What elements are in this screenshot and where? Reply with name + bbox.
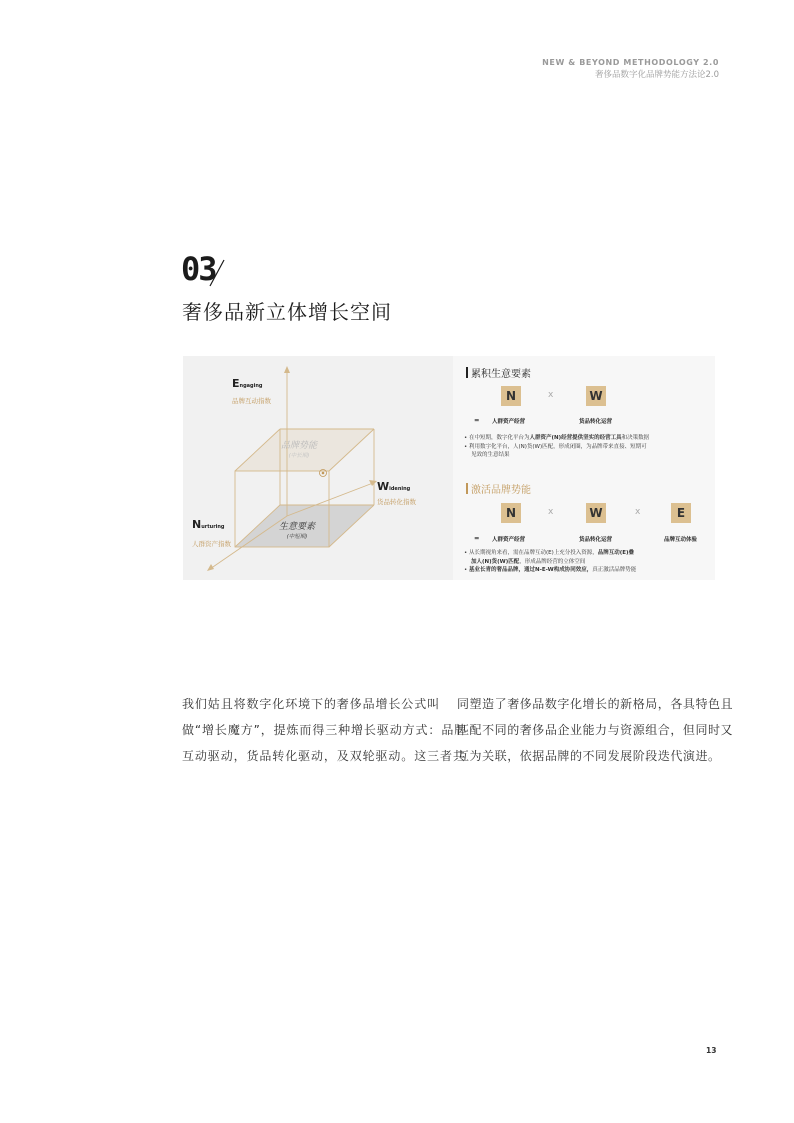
equals-sign: = xyxy=(474,534,480,542)
tile-n: N xyxy=(501,386,521,406)
tile-w: W xyxy=(586,503,606,523)
body-line: 互动驱动，货品转化驱动，及双轮驱动。这三者共 xyxy=(182,749,466,763)
section-title: 奢侈品新立体增长空间 xyxy=(182,300,392,324)
body-column-right xyxy=(457,691,734,769)
slash-decoration-icon xyxy=(208,258,226,288)
caption-nurturing: 人群资产经营 xyxy=(492,419,526,425)
business-elements-label: 生意要素 (中短期) xyxy=(279,522,316,540)
times-sign: x xyxy=(635,507,641,517)
formula-panel xyxy=(453,356,715,580)
body-column-left xyxy=(182,691,468,769)
caption-nurturing: 人群资产经营 xyxy=(492,537,526,543)
equals-sign: = xyxy=(474,416,480,424)
tile-e: E xyxy=(671,503,691,523)
nurturing-axis-title: Nurturing xyxy=(192,518,225,531)
caption-widening: 货品转化运营 xyxy=(579,537,613,543)
page-number: 13 xyxy=(706,1046,717,1055)
body-line: 做“增长魔方”，提炼而得三种增长驱动方式：品牌 xyxy=(182,723,468,737)
times-sign: x xyxy=(548,507,554,517)
times-sign: x xyxy=(548,390,554,400)
widening-axis-title: Widening xyxy=(377,480,411,493)
body-line: 我们姑且将数字化环境下的奢侈品增长公式叫 xyxy=(182,697,441,711)
bullet-item: • 在中短期，数字化平台为人群资产(N)经营提供坚实的经营工具和决策数据 xyxy=(464,435,650,441)
growth-cube-figure xyxy=(183,356,715,580)
bullet-item: • 基业长青的奢品品牌，通过N-E-W构成协同效应，真正激活品牌势能 xyxy=(464,567,637,573)
tile-w: W xyxy=(586,386,606,406)
bullet-item: • 利用数字化平台，人(N)货(W)匹配，形成闭圈，为品牌带来直接、短期可 xyxy=(464,443,647,450)
accumulate-bullets xyxy=(464,434,649,460)
activate-brand-heading: 激活品牌势能 xyxy=(466,481,531,496)
bullet-item: • 从长期视角来看，需在品牌互动(E)上充分投入资源，品牌互动(E)叠 xyxy=(464,550,635,556)
section-number: 03 xyxy=(181,250,216,288)
body-line: 同塑造了奢侈品数字化增长的新格局，各具特色且 xyxy=(457,697,734,711)
bullet-item: 见效的生意结果 xyxy=(471,452,510,458)
widening-axis-label: 货品转化指数 xyxy=(377,498,416,506)
caption-widening: 货品转化运营 xyxy=(579,419,613,425)
caption-engaging: 品牌互动体验 xyxy=(664,537,698,543)
accumulate-business-heading: 累积生意要素 xyxy=(466,365,531,380)
tile-n: N xyxy=(501,503,521,523)
header-en-title: NEW & BEYOND METHODOLOGY 2.0 xyxy=(542,58,719,67)
engaging-axis-label: 品牌互动指数 xyxy=(232,397,271,405)
body-line: 匹配不同的奢侈品企业能力与资源组合，但同时又 xyxy=(457,723,734,737)
page-header xyxy=(542,56,719,82)
body-line: 互为关联，依据品牌的不同发展阶段迭代演进。 xyxy=(457,749,721,763)
engaging-axis-title: Engaging xyxy=(232,377,263,390)
bullet-item: 加人(N)货(W)匹配，形成品牌经营的立体空间 xyxy=(471,558,586,565)
activate-bullets xyxy=(464,549,636,575)
nurturing-axis-label: 人群资产指数 xyxy=(192,540,231,548)
header-cn-title: 奢侈品数字化品牌势能方法论2.0 xyxy=(594,70,719,80)
brand-momentum-label: 品牌势能 (中长期) xyxy=(281,441,318,459)
